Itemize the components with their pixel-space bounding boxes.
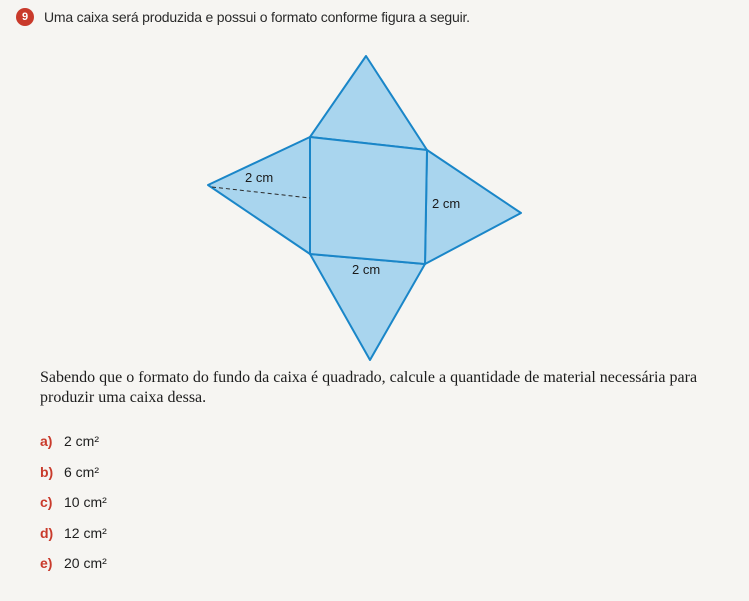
option-value: 10 cm²	[64, 494, 107, 511]
option-letter: a)	[40, 433, 53, 450]
square-base	[310, 137, 427, 264]
question-prompt: Sabendo que o formato do fundo da caixa é quadrado, calcule a quantidade de material necessária para produzir uma caixa dessa.	[40, 369, 698, 406]
option-e[interactable]	[40, 548, 107, 579]
option-b[interactable]	[40, 457, 107, 488]
option-c[interactable]	[40, 487, 107, 518]
option-value: 12 cm²	[64, 524, 107, 541]
label-bottom-side: 2 cm	[352, 262, 381, 277]
option-letter: c)	[40, 494, 53, 511]
label-left-side: 2 cm	[245, 170, 274, 185]
option-value: 20 cm²	[64, 555, 107, 572]
option-d[interactable]	[40, 518, 107, 549]
question-statement: Uma caixa será produzida e possui o formato conforme figura a seguir.	[44, 9, 470, 25]
left-triangle	[208, 137, 310, 254]
top-triangle	[310, 56, 427, 150]
option-letter: b)	[40, 463, 54, 480]
option-a[interactable]	[40, 426, 107, 457]
question-number-badge: 9	[16, 8, 34, 26]
answer-options	[40, 426, 107, 579]
option-letter: e)	[40, 555, 53, 572]
option-letter: d)	[40, 524, 54, 541]
label-right-side: 2 cm	[432, 196, 461, 211]
option-value: 2 cm²	[64, 433, 99, 450]
option-value: 6 cm²	[64, 463, 99, 480]
